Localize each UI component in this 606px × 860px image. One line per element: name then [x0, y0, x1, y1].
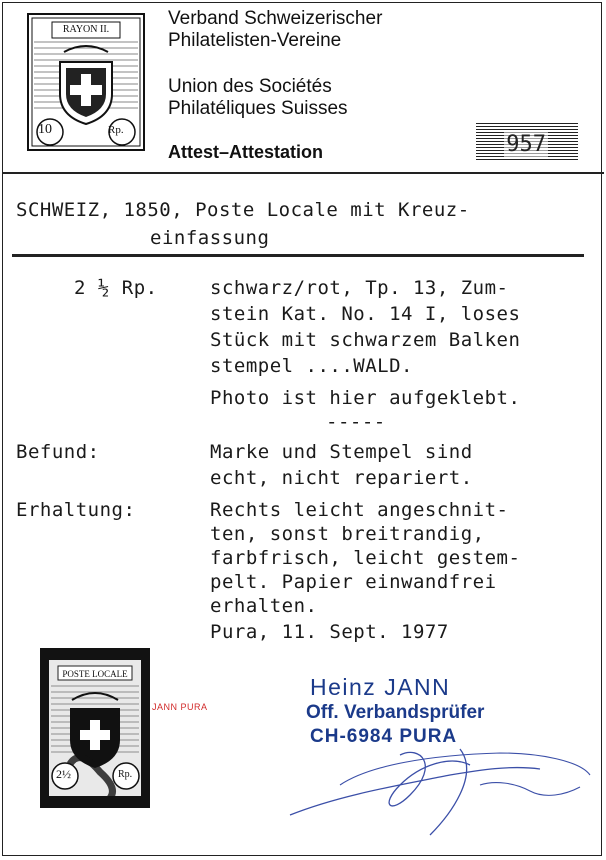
title-line1: SCHWEIZ, 1850, Poste Locale mit Kreuz- [16, 199, 470, 221]
desc-line2: stein Kat. No. 14 I, loses [210, 303, 521, 325]
header-org-fr-line2: Philatéliques Suisses [168, 98, 348, 119]
date-line: Pura, 11. Sept. 1977 [210, 621, 449, 643]
desc-line1: schwarz/rot, Tp. 13, Zum- [210, 277, 509, 299]
header-org-de-line2: Philatelisten-Vereine [168, 30, 342, 51]
stamp-value-right: Rp. [108, 124, 124, 136]
signature-title: Off. Verbandsprüfer [306, 702, 485, 723]
desc-line3: Stück mit schwarzem Balken [210, 329, 521, 351]
header-divider [2, 172, 604, 174]
red-jann-stamp: JANN PURA [152, 702, 208, 712]
stamp-caption: RAYON II. [62, 24, 110, 35]
title-underline [12, 254, 584, 257]
erhaltung-line1: Rechts leicht angeschnit- [210, 499, 509, 521]
erhaltung-label: Erhaltung: [16, 499, 136, 521]
erhaltung-line4: pelt. Papier einwandfrei [210, 571, 497, 593]
befund-line2: echt, nicht repariert. [210, 467, 473, 489]
photo-value-left: 2½ [56, 767, 71, 781]
attest-title: Attest–Attestation [168, 142, 324, 162]
erhaltung-line3: farbfrisch, leicht gestem- [210, 547, 521, 569]
header-org-de-line1: Verband Schweizerischer [168, 8, 383, 29]
attest-number-box [476, 122, 578, 160]
desc-line4: stempel ....WALD. [210, 355, 413, 377]
befund-label: Befund: [16, 441, 100, 463]
stamp-value-left: 10 [38, 122, 52, 137]
photo-caption: POSTE LOCALE [62, 669, 128, 679]
photo-note: Photo ist hier aufgeklebt. [210, 387, 521, 409]
separator: ----- [326, 411, 386, 433]
photo-value-right: Rp. [118, 769, 133, 780]
erhaltung-line5: erhalten. [210, 595, 318, 617]
befund-line1: Marke und Stempel sind [210, 441, 473, 463]
signature-name: Heinz JANN [310, 674, 451, 700]
signature-place: CH-6984 PURA [310, 726, 458, 747]
attest-number: 957 [506, 132, 546, 157]
stamp-value: 2 ½ Rp. [74, 277, 158, 299]
header-org-fr-line1: Union des Sociétés [168, 76, 332, 97]
handwritten-signature [280, 735, 600, 845]
erhaltung-line2: ten, sonst breitrandig, [210, 523, 485, 545]
title-line2: einfassung [150, 227, 270, 249]
